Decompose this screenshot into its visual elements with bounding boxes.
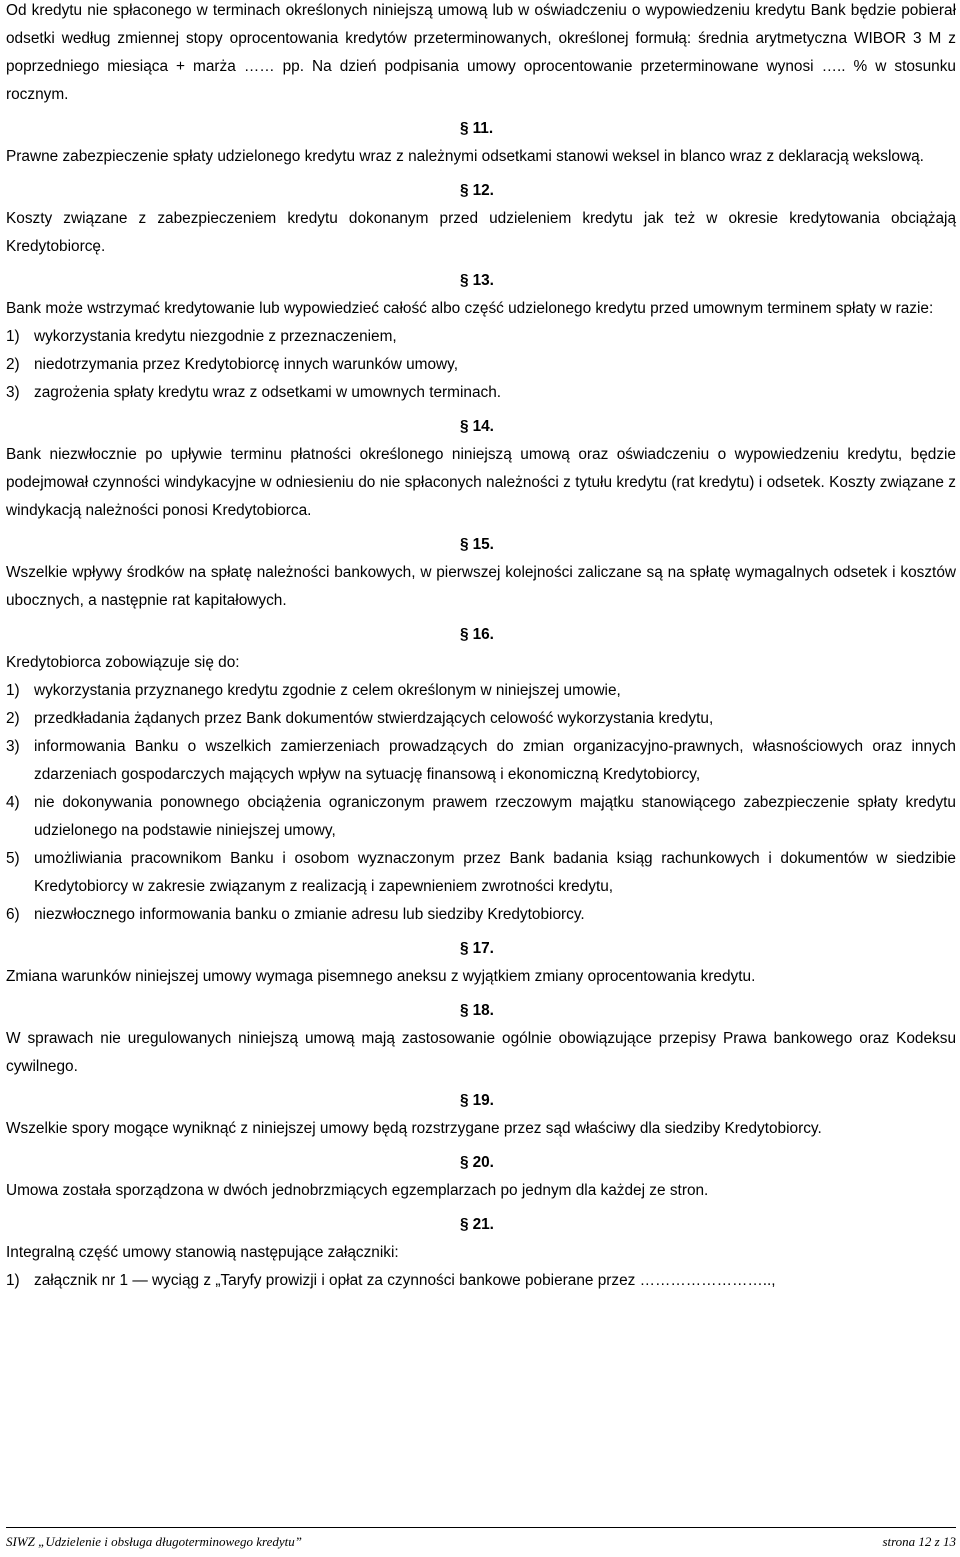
section-sign: § [460,1092,469,1109]
list-item-text: informowania Banku o wszelkich zamierzeniach prowadzących do zmian organizacyjno-prawnych, własnościowych oraz innych zdarzeniach gospodarczych mających wpływ na sytuację finansową i ekonomiczną Kredytobiorcy, [34,738,956,783]
section-paragraph: Integralną część umowy stanowią następujące załączniki: [6,1244,399,1261]
page-footer [6,1527,956,1550]
section-sign: § [460,182,469,199]
list-item-number: 2) [6,356,20,373]
list-item [6,677,956,705]
list-item [6,1267,956,1295]
list-item [6,845,956,901]
list-item-number: 4) [6,794,20,811]
sections-container [6,115,956,1295]
document-page [6,0,956,1295]
section-paragraph: Wszelkie spory mogące wyniknąć z niniejszej umowy będą rozstrzygane przez sąd właściwy dla siedziby Kredytobiorcy. [6,1120,822,1137]
section-number: 15. [472,536,494,553]
section-sign: § [460,940,469,957]
section-heading [6,267,956,295]
section-paragraph: Bank może wstrzymać kredytowanie lub wypowiedzieć całość albo część udzielonego kredytu przed umownym terminem spłaty w razie: [6,300,934,317]
list-item [6,351,956,379]
section-number: 14. [472,418,494,435]
list-item-number: 1) [6,328,20,345]
section-number: 20. [472,1154,494,1171]
section-paragraph: Koszty związane z zabezpieczeniem kredytu dokonanym przed udzieleniem kredytu jak też w okresie kredytowania obciążają Kredytobiorcę. [6,210,956,255]
list-item-text: nie dokonywania ponownego obciążenia ograniczonym prawem rzeczowym majątku stanowiącego zabezpieczenie spłaty kredytu udzielonego na podstawie niniejszej umowy, [34,794,956,839]
list-item-number: 6) [6,906,20,923]
list-item [6,323,956,351]
list-item-number: 1) [6,1272,20,1289]
section-sign: § [460,1154,469,1171]
list-item-text: zagrożenia spłaty kredytu wraz z odsetkami w umownych terminach. [34,384,502,401]
footer-page-number: strona 12 z 13 [882,1534,956,1549]
section-paragraph: Prawne zabezpieczenie spłaty udzielonego kredytu wraz z należnymi odsetkami stanowi weksel in blanco wraz z deklaracją wekslową. [6,148,924,165]
section-paragraph: Umowa została sporządzona w dwóch jednobrzmiących egzemplarzach po jednym dla każdej ze stron. [6,1182,709,1199]
section-paragraph: Zmiana warunków niniejszej umowy wymaga pisemnego aneksu z wyjątkiem zmiany oprocentowania kredytu. [6,968,756,985]
list-item-text: wykorzystania kredytu niezgodnie z przeznaczeniem, [34,328,397,345]
section-paragraph: Kredytobiorca zobowiązuje się do: [6,654,240,671]
section-number: 11. [472,120,494,137]
section-number: 17. [472,940,494,957]
section-number: 16. [472,626,494,643]
section-heading [6,1211,956,1239]
section-sign: § [460,536,469,553]
section-paragraph: Bank niezwłocznie po upływie terminu płatności określonego niniejszą umową oraz oświadczeniu o wypowiedzeniu kredytu, będzie podejmował czynności windykacyjne w odniesieniu do nie spłaconych należności z tytułu kredytu (rat kredytu) i odsetek. Koszty związane z windykacją należności ponosi Kredytobiorca. [6,446,956,519]
section-sign: § [460,1216,469,1233]
section-paragraph: Wszelkie wpływy środków na spłatę należności bankowych, w pierwszej kolejności zaliczane są na spłatę wymagalnych odsetek i kosztów ubocznych, a następnie rat kapitałowych. [6,564,956,609]
list-item-number: 3) [6,384,20,401]
intro-paragraph: Od kredytu nie spłaconego w terminach określonych niniejszą umową lub w oświadczeniu o wypowiedzeniu kredytu Bank będzie pobierał odsetki według zmiennej stopy oprocentowania kredytów przeterminowanych, określonej formułą: średnia arytmetyczna WIBOR 3 M z poprzedniego miesiąca + marża …… pp. Na dzień podpisania umowy oprocentowanie przeterminowane wynosi ….. % w stosunku rocznym. [6,2,956,103]
section-number: 19. [472,1092,494,1109]
section-number: 18. [472,1002,494,1019]
list-item [6,379,956,407]
section-heading [6,115,956,143]
list-item [6,705,956,733]
section-sign: § [460,272,469,289]
list-item-text: umożliwiania pracownikom Banku i osobom wyznaczonym przez Bank badania ksiąg rachunkowych i dokumentów w siedzibie Kredytobiorcy w zakresie związanym z realizacją i zapewnieniem zwrotności kredytu, [34,850,956,895]
list-item-number: 5) [6,850,20,867]
list-item-number: 3) [6,738,20,755]
section-heading [6,621,956,649]
section-heading [6,413,956,441]
section-paragraph: W sprawach nie uregulowanych niniejszą umową mają zastosowanie ogólnie obowiązujące przepisy Prawa bankowego oraz Kodeksu cywilnego. [6,1030,956,1075]
section-heading [6,997,956,1025]
section-heading [6,177,956,205]
list-item [6,733,956,789]
section-sign: § [460,626,469,643]
section-number: 13. [472,272,494,289]
section-heading [6,935,956,963]
list-item-text: niezwłocznego informowania banku o zmianie adresu lub siedziby Kredytobiorcy. [34,906,585,923]
list-item-text: załącznik nr 1 — wyciąg z „Taryfy prowizji i opłat za czynności bankowe pobierane przez …………………….., [34,1272,776,1289]
section-number: 21. [472,1216,494,1233]
list-item [6,789,956,845]
section-sign: § [460,1002,469,1019]
section-heading [6,1087,956,1115]
section-number: 12. [472,182,494,199]
list-item-number: 1) [6,682,20,699]
section-heading [6,531,956,559]
section-heading [6,1149,956,1177]
section-sign: § [460,418,469,435]
footer-document-title: SIWZ „Udzielenie i obsługa długoterminowego kredytu” [6,1534,302,1549]
list-item-text: wykorzystania przyznanego kredytu zgodnie z celem określonym w niniejszej umowie, [34,682,621,699]
list-item-text: niedotrzymania przez Kredytobiorcę innych warunków umowy, [34,356,459,373]
list-item [6,901,956,929]
section-sign: § [460,120,469,137]
list-item-text: przedkładania żądanych przez Bank dokumentów stwierdzających celowość wykorzystania kredytu, [34,710,714,727]
list-item-number: 2) [6,710,20,727]
